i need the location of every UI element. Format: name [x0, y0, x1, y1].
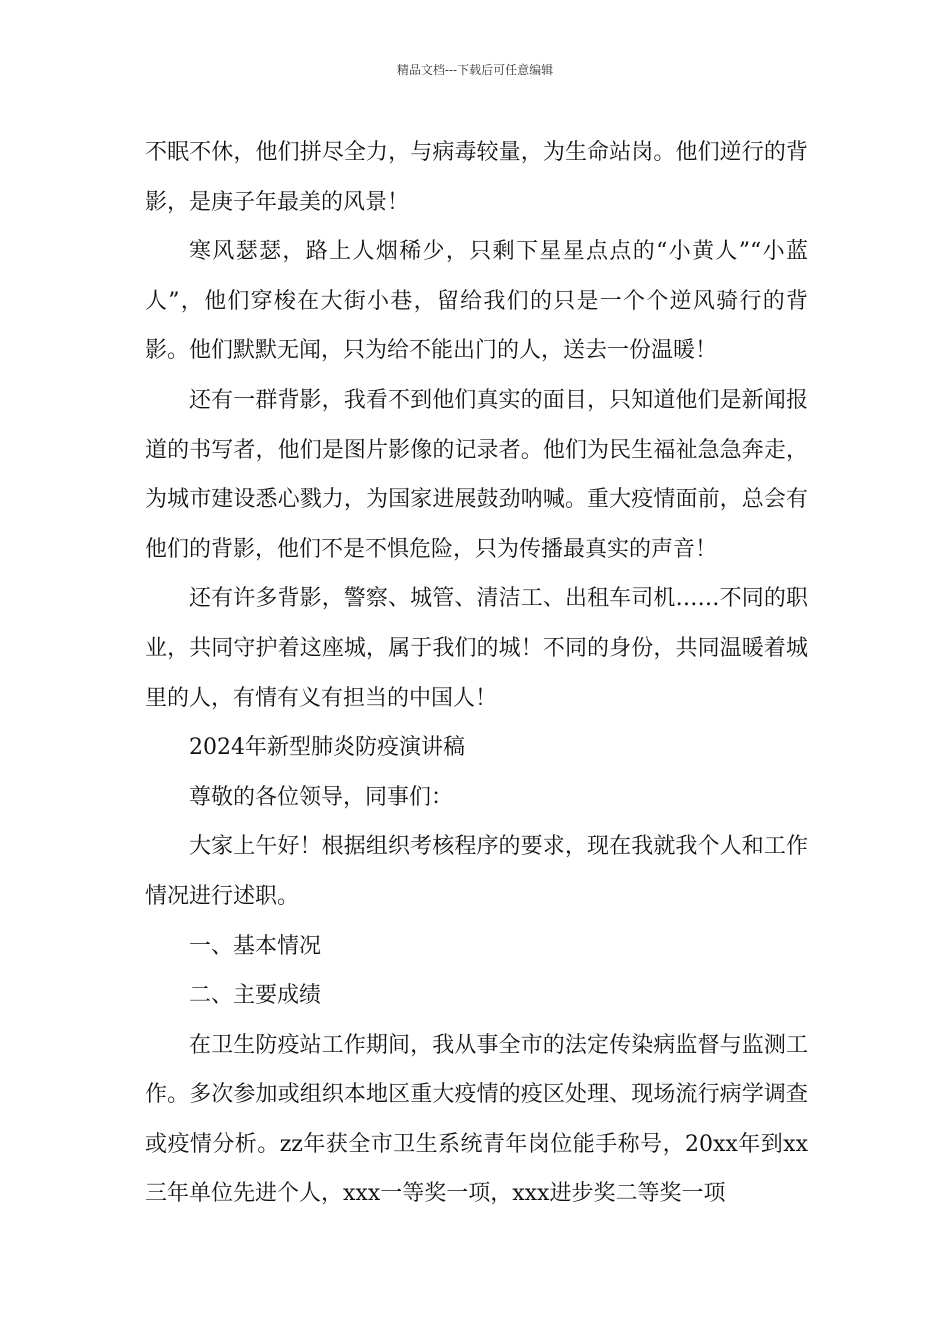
section-heading-2: 二、主要成绩 [189, 983, 322, 1009]
document-body [145, 128, 808, 1219]
paragraph-1: 不眠不休，他们拼尽全力，与病毒较量，为生命站岗。他们逆行的背影，是庚子年最美的风景！ [145, 140, 808, 215]
paragraph-4: 还有许多背影，警察、城管、清洁工、出租车司机……不同的职业，共同守护着这座城，属于我们的城！不同的身份，共同温暖着城里的人，有情有义有担当的中国人！ [145, 586, 808, 711]
paragraph-achievements: 在卫生防疫站工作期间，我从事全市的法定传染病监督与监测工作。多次参加或组织本地区重大疫情的疫区处理、现场流行病学调查或疫情分析。zz年获全市卫生系统青年岗位能手称号，20xx年到xx三年单位先进个人，xxx一等奖一项，xxx进步奖二等奖一项 [145, 1032, 808, 1207]
paragraph-2: 寒风瑟瑟，路上人烟稀少，只剩下星星点点的“小黄人”“小蓝人”，他们穿梭在大街小巷，留给我们的只是一个个逆风骑行的背影。他们默默无闻，只为给不能出门的人，送去一份温暖！ [145, 239, 808, 364]
paragraph-3: 还有一群背影，我看不到他们真实的面目，只知道他们是新闻报道的书写者，他们是图片影像的记录者。他们为民生福祉急急奔走，为城市建设悉心戮力，为国家进展鼓劲呐喊。重大疫情面前，总会有他们的背影，他们不是不惧危险，只为传播最真实的声音！ [145, 387, 808, 562]
paragraph-greeting: 大家上午好！根据组织考核程序的要求，现在我就我个人和工作情况进行述职。 [145, 834, 808, 909]
document-title: 2024年新型肺炎防疫演讲稿 [189, 735, 465, 761]
page-header: 精品文档---下载后可任意编辑 [396, 63, 554, 77]
section-heading-1: 一、基本情况 [189, 933, 322, 959]
salutation: 尊敬的各位领导，同事们： [189, 784, 454, 810]
